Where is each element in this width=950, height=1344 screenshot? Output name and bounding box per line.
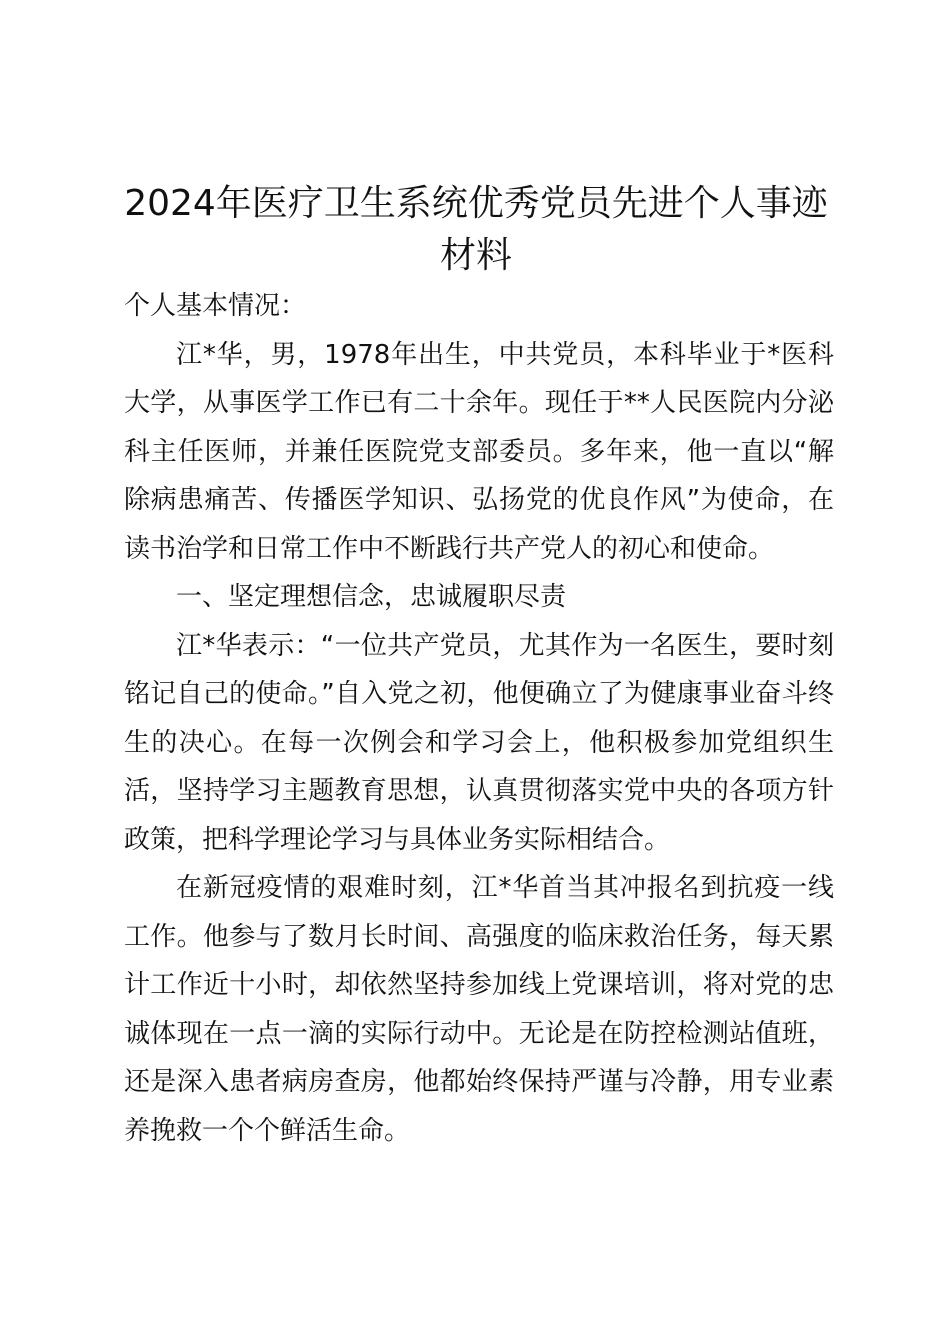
- document-body: [124, 282, 834, 1155]
- paragraph-basic-info-heading: 个人基本情况：: [124, 291, 307, 321]
- document-title: 2024年医疗卫生系统优秀党员先进个人事迹材料: [124, 183, 828, 276]
- paragraph-mission: 江*华表示：“一位共产党员，尤其作为一名医生，要时刻铭记自己的使命。”自入党之初，他便确立了为健康事业奋斗终生的决心。在每一次例会和学习会上，他积极参加党组织生活，坚持学习主题教育思想，认真贯彻落实党中央的各项方针政策，把科学理论学习与具体业务实际相结合。: [124, 630, 834, 855]
- paragraph-covid: 在新冠疫情的艰难时刻，江*华首当其冲报名到抗疫一线工作。他参与了数月长时间、高强度的临床救治任务，每天累计工作近十小时，却依然坚持参加线上党课培训，将对党的忠诚体现在一点一滴的实际行动中。无论是在防控检测站值班，还是深入患者病房查房，他都始终保持严谨与冷静，用专业素养挽救一个个鲜活生命。: [124, 873, 834, 1146]
- paragraph-profile: 江*华，男，1978年出生，中共党员，本科毕业于*医科大学，从事医学工作已有二十余年。现任于**人民医院内分泌科主任医师，并兼任医院党支部委员。多年来，他一直以“解除病患痛苦、传播医学知识、弘扬党的优良作风”为使命，在读书治学和日常工作中不断践行共产党人的初心和使命。: [124, 339, 834, 564]
- section-heading-1: 一、坚定理想信念，忠诚履职尽责: [176, 582, 567, 612]
